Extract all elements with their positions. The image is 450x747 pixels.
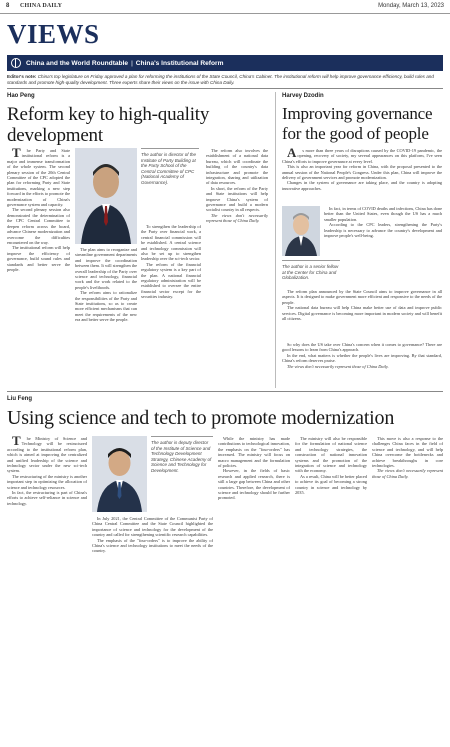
author-photo-article-2 [282, 206, 320, 256]
headline-article-2-line-1: Improving governance [282, 104, 433, 123]
headline-article-2-line-2: for the good of people [282, 124, 429, 143]
column-divider [275, 92, 276, 388]
paragraph: This move is also a response to the challenges China faces in the field of science and technology, and will help China overcome the bottlenecks and achieve breakthroughs in core technologies. [372, 436, 443, 469]
portrait-image [92, 436, 147, 512]
paragraph: So why does the US take over China's concern when it comes to governance? There are good lessons to learn from China's approach. [282, 342, 442, 353]
editors-note-text: China's top legislature on Friday approved a plan for reforming the institutions of the State Council, China's Cabinet. The institutional reform will help improve governance efficiency, build rules and standards and promote high-quality development. Three experts share their views on the issue with China Daily. [7, 74, 434, 85]
byline-article-2: Harvey Dzodin [282, 93, 324, 99]
paragraph: The reform of the financial regulatory system is a key part of the plan. A national financial regulatory administration will be established to oversee the entire financial sector except for the securities industry. [141, 261, 201, 300]
headline-article-2 [282, 104, 447, 144]
byline-article-3: Liu Feng [7, 396, 32, 402]
paragraph: The reform aims to rationalize the responsibilities of the Party and State institutions, so as to create more efficient mechanisms that can meet the requirements of the new era and better serve the people. [75, 290, 137, 323]
paragraph: The emphasis of the "four-orders" is to improve the ability of China's science and technology institutions to meet the needs of the country. [92, 537, 213, 554]
author-photo-article-1 [75, 148, 137, 244]
article-2-column-2 [324, 206, 442, 258]
paragraph: The Party and State institutional reform is a major and immense transformation of the whole system. The second plenary session of the 20th Central Committee of the CPC adopted the plan for reforming Party and State institutions, marking a new step forward in the efforts to promote the modernization of China's governance system and capacity. [7, 148, 70, 208]
disclaimer: The views don't necessarily represent those of China Daily. [372, 468, 443, 479]
article-2-column-1 [282, 148, 442, 202]
paragraph: The national data bureau will help China make better use of data and improve public services. Digital governance is becoming more important in modern society and will benefit all citizens. [282, 305, 442, 322]
banner-title: China and the World Roundtable [26, 59, 129, 67]
globe-icon [11, 58, 21, 68]
paragraph: The plan aims to reorganize and streamline government departments and improve the coordination between them. It will strengthen the overall leadership of the Party over science and technology, financial work and the work related to the people's livelihoods. [75, 247, 137, 290]
banner-subtitle: China's Institutional Reform [135, 59, 224, 67]
article-2-column-3 [282, 289, 442, 339]
author-note-article-2: The author is a senior fellow at the Center for China and Globalization. [282, 260, 340, 286]
paragraph: The restructuring of the ministry is another important step in optimizing the allocation of science and technology resources. [7, 473, 87, 490]
disclaimer: The views don't necessarily represent those of China Daily. [206, 212, 268, 224]
paragraph: In fact, the restructuring is part of China's efforts to achieve self-reliance in science and technology. [7, 490, 87, 506]
paragraph: As more than three years of disruptions caused by the COVID-19 pandemic, the opening, recovery of society, my several appearances on this platform, I've seen China's efforts to improve governance at every level. [282, 148, 442, 164]
paragraph: To strengthen the leadership of the Party over financial work, a central financial commission will be established. A central science and technology commission will also be set up to strengthen leadership over the sci-tech sector. [141, 224, 201, 262]
article-3-column-2 [92, 516, 213, 736]
paragraph: According to the CPC leaders, strengthening the Party's leadership is necessary to advance the country's development and improve people's well-being. [324, 222, 442, 239]
paragraph: In short, the reform of the Party and State institutions will help improve China's system of governance and build a modern socialist country in all respects. [206, 185, 268, 213]
paragraph: As a result, China will be better placed to achieve its goal of becoming a strong country in science and technology by 2035. [295, 473, 367, 496]
headline-article-3: Using science and tech to promote modernization [7, 407, 395, 429]
paragraph: While the ministry has made contributions to technological innovation, the emphasis on the "four-orders" has increased. The ministry will focus on macro management and the formulation of policies. [218, 436, 290, 469]
divider [7, 88, 443, 89]
article-1-column-1 [7, 148, 70, 386]
editors-note [7, 74, 443, 85]
article-2-column-4 [282, 342, 442, 386]
article-1-column-2 [75, 247, 137, 386]
issue-date: Monday, March 13, 2023 [378, 3, 444, 9]
paragraph: The reform also involves the establishment of a national data bureau, which will coordinate the building of the country's data infrastructure and promote the integration, sharing and utilization of data resources. [206, 148, 268, 186]
section-title: VIEWS [7, 19, 100, 49]
paragraph: The institutional reform will help improve the efficiency of governance, build sound rules and standards and better serve the people. [7, 245, 70, 272]
byline-article-1: Hao Peng [7, 93, 35, 99]
paragraph: However, in the fields of basic research and applied research, there is still a large gap between China and other countries. Therefore, the development of science and technology should be further promoted. [218, 468, 290, 501]
article-3-column-4 [295, 436, 367, 736]
paragraph: In fact, in terms of COVID deaths and infections, China has done better than the United States, even though the US has a much smaller population. [324, 206, 442, 222]
paper-name: CHINA DAILY [20, 3, 63, 9]
paragraph: The ministry will also be responsible for the formulation of national science and technology strategies, the construction of national innovation systems and the promotion of the integration of science and technology with the economy. [295, 436, 367, 474]
masthead-bar [0, 0, 450, 14]
author-photo-article-3 [92, 436, 147, 512]
headline-article-1-line-1: Reform key to high-quality [7, 104, 210, 125]
headline-article-1 [7, 104, 272, 146]
editors-note-label: Editor's note: [7, 74, 37, 79]
roundtable-banner [7, 55, 443, 71]
paragraph: In July 2021, the Central Committee of the Communist Party of China Central Committee and the State Council highlighted the importance of science and technology for the development of the country and called for strengthening scientific research capabilities. [92, 516, 213, 538]
portrait-image [282, 206, 320, 256]
paragraph: This is also an important year for reform in China, with the proposal presented to the annual session of the National People's Congress. Under this plan, China will improve the delivery of government services and promote modernization. [282, 164, 442, 181]
article-3-column-3 [218, 436, 290, 736]
author-note-article-1: The author is director of the Institute of Party Building at the Party School of the Central Committee of CPC (National Academy of Governance). [141, 148, 199, 218]
headline-article-1-line-2: development [7, 125, 103, 146]
paragraph: Changes in the system of governance are taking place, and the country is adopting innovative approaches. [282, 180, 442, 191]
paragraph: The second plenary session also demonstrated the determination of the CPC Central Committee to deepen reform across the board, advance Chinese modernization and overcome the difficulties encountered on the way. [7, 207, 70, 245]
article-1-column-3 [141, 224, 201, 386]
paragraph: The Ministry of Science and Technology will be restructured according to the institutional reform plan, which is aimed at improving the centralized and unified leadership of the science and technology sector under the new sci-tech system. [7, 436, 87, 474]
divider [7, 391, 443, 392]
disclaimer: The views don't necessarily represent those of China Daily. [287, 363, 389, 369]
portrait-image [75, 148, 137, 244]
paragraph: In the end, what matters is whether the people's lives are improving. By that standard, China's reform deserves praise. [282, 352, 442, 364]
paragraph: The reform plan announced by the State Council aims to improve governance in all aspects. It is designed to make government more efficient and responsive to the needs of the people. [282, 289, 442, 305]
article-3-column-1 [7, 436, 87, 736]
page-number: 8 [6, 3, 10, 9]
article-1-column-4 [206, 148, 268, 386]
author-note-article-3: The author is deputy director of the Institute of Science and Technology Development Strategy, Chinese Academy of Science and Technology for Development. [151, 436, 213, 504]
article-3-column-5 [372, 436, 443, 736]
banner-separator: | [131, 59, 133, 67]
